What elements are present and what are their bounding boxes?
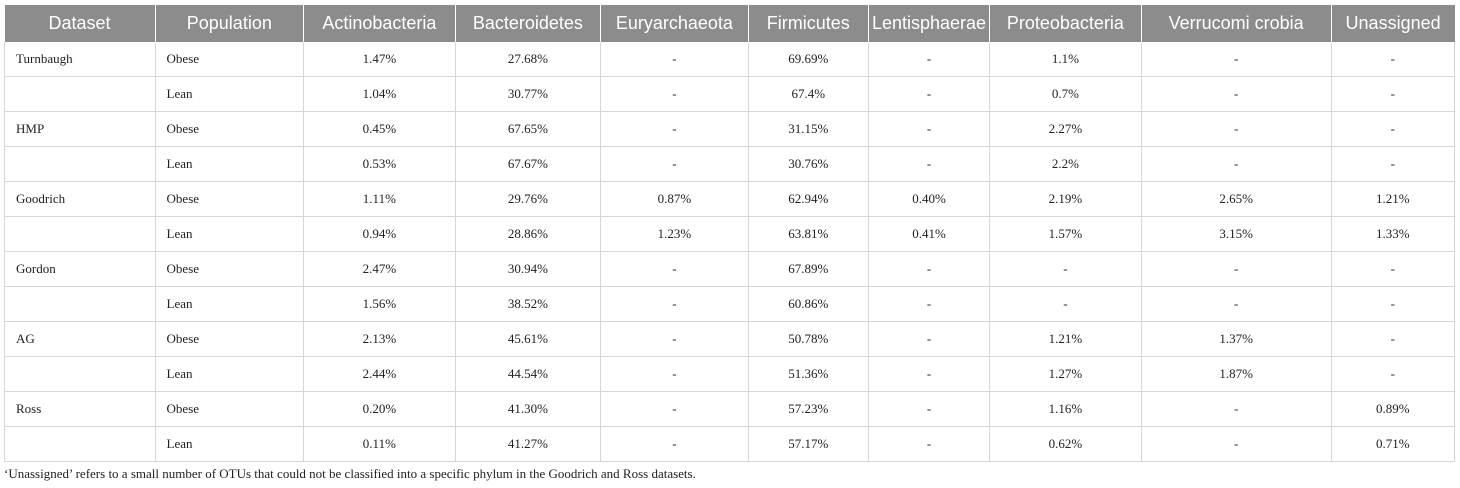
cell-lentisphaerae: -: [868, 147, 989, 182]
header-dataset: Dataset: [5, 5, 156, 42]
cell-actinobacteria: 2.13%: [304, 322, 456, 357]
cell-verrucomicrobia: -: [1141, 427, 1331, 462]
cell-lentisphaerae: -: [868, 322, 989, 357]
cell-euryarchaeota: 0.87%: [601, 182, 749, 217]
cell-verrucomicrobia: -: [1141, 252, 1331, 287]
cell-actinobacteria: 1.04%: [304, 77, 456, 112]
cell-actinobacteria: 0.53%: [304, 147, 456, 182]
cell-population: Lean: [155, 217, 304, 252]
cell-proteobacteria: -: [990, 252, 1142, 287]
table-row: [5, 322, 1455, 357]
cell-firmicutes: 57.17%: [748, 427, 868, 462]
cell-proteobacteria: 1.27%: [990, 357, 1142, 392]
cell-verrucomicrobia: 3.15%: [1141, 217, 1331, 252]
phylum-abundance-table: [4, 5, 1455, 462]
cell-actinobacteria: 2.47%: [304, 252, 456, 287]
cell-proteobacteria: -: [990, 287, 1142, 322]
table-row: [5, 252, 1455, 287]
cell-bacteroidetes: 38.52%: [455, 287, 601, 322]
cell-euryarchaeota: -: [601, 252, 749, 287]
cell-dataset: [5, 147, 156, 182]
cell-firmicutes: 50.78%: [748, 322, 868, 357]
cell-population: Lean: [155, 287, 304, 322]
cell-euryarchaeota: -: [601, 287, 749, 322]
cell-lentisphaerae: -: [868, 287, 989, 322]
cell-verrucomicrobia: -: [1141, 112, 1331, 147]
cell-firmicutes: 31.15%: [748, 112, 868, 147]
table-row: [5, 147, 1455, 182]
cell-dataset: [5, 357, 156, 392]
cell-firmicutes: 60.86%: [748, 287, 868, 322]
table-row: [5, 427, 1455, 462]
cell-verrucomicrobia: -: [1141, 147, 1331, 182]
cell-verrucomicrobia: 1.87%: [1141, 357, 1331, 392]
cell-bacteroidetes: 29.76%: [455, 182, 601, 217]
cell-proteobacteria: 1.16%: [990, 392, 1142, 427]
cell-proteobacteria: 0.7%: [990, 77, 1142, 112]
cell-actinobacteria: 0.45%: [304, 112, 456, 147]
cell-lentisphaerae: 0.40%: [868, 182, 989, 217]
cell-proteobacteria: 2.19%: [990, 182, 1142, 217]
header-bacteroidetes: Bacteroidetes: [455, 5, 601, 42]
header-proteobacteria: Proteobacteria: [990, 5, 1142, 42]
cell-firmicutes: 67.89%: [748, 252, 868, 287]
cell-euryarchaeota: -: [601, 427, 749, 462]
cell-dataset: [5, 217, 156, 252]
cell-dataset: [5, 427, 156, 462]
cell-lentisphaerae: -: [868, 112, 989, 147]
cell-population: Obese: [155, 182, 304, 217]
cell-unassigned: -: [1331, 112, 1454, 147]
header-actinobacteria: Actinobacteria: [304, 5, 456, 42]
cell-verrucomicrobia: 2.65%: [1141, 182, 1331, 217]
table-row: [5, 217, 1455, 252]
cell-bacteroidetes: 27.68%: [455, 42, 601, 77]
cell-unassigned: -: [1331, 252, 1454, 287]
cell-firmicutes: 67.4%: [748, 77, 868, 112]
cell-proteobacteria: 0.62%: [990, 427, 1142, 462]
header-verrucomicrobia: Verrucomi crobia: [1141, 5, 1331, 42]
cell-bacteroidetes: 28.86%: [455, 217, 601, 252]
cell-unassigned: -: [1331, 147, 1454, 182]
header-population: Population: [155, 5, 304, 42]
cell-verrucomicrobia: -: [1141, 287, 1331, 322]
cell-verrucomicrobia: 1.37%: [1141, 322, 1331, 357]
cell-lentisphaerae: -: [868, 252, 989, 287]
cell-population: Obese: [155, 252, 304, 287]
cell-bacteroidetes: 41.30%: [455, 392, 601, 427]
phylum-abundance-table-container: [4, 5, 1455, 462]
cell-dataset: Gordon: [5, 252, 156, 287]
cell-population: Lean: [155, 427, 304, 462]
cell-unassigned: -: [1331, 287, 1454, 322]
cell-unassigned: -: [1331, 322, 1454, 357]
cell-proteobacteria: 2.2%: [990, 147, 1142, 182]
cell-population: Obese: [155, 112, 304, 147]
cell-population: Lean: [155, 147, 304, 182]
table-row: [5, 357, 1455, 392]
cell-lentisphaerae: -: [868, 357, 989, 392]
cell-dataset: Turnbaugh: [5, 42, 156, 77]
cell-actinobacteria: 0.11%: [304, 427, 456, 462]
cell-unassigned: 0.89%: [1331, 392, 1454, 427]
cell-actinobacteria: 1.56%: [304, 287, 456, 322]
cell-actinobacteria: 2.44%: [304, 357, 456, 392]
cell-lentisphaerae: 0.41%: [868, 217, 989, 252]
cell-dataset: [5, 287, 156, 322]
cell-bacteroidetes: 45.61%: [455, 322, 601, 357]
cell-dataset: AG: [5, 322, 156, 357]
cell-bacteroidetes: 30.77%: [455, 77, 601, 112]
cell-lentisphaerae: -: [868, 427, 989, 462]
cell-bacteroidetes: 67.67%: [455, 147, 601, 182]
cell-firmicutes: 62.94%: [748, 182, 868, 217]
cell-bacteroidetes: 67.65%: [455, 112, 601, 147]
cell-bacteroidetes: 41.27%: [455, 427, 601, 462]
cell-dataset: [5, 77, 156, 112]
cell-population: Lean: [155, 357, 304, 392]
cell-dataset: HMP: [5, 112, 156, 147]
cell-firmicutes: 30.76%: [748, 147, 868, 182]
cell-actinobacteria: 0.94%: [304, 217, 456, 252]
cell-actinobacteria: 1.11%: [304, 182, 456, 217]
cell-lentisphaerae: -: [868, 42, 989, 77]
cell-firmicutes: 51.36%: [748, 357, 868, 392]
cell-population: Lean: [155, 77, 304, 112]
cell-unassigned: -: [1331, 77, 1454, 112]
cell-proteobacteria: 1.21%: [990, 322, 1142, 357]
cell-verrucomicrobia: -: [1141, 42, 1331, 77]
cell-verrucomicrobia: -: [1141, 77, 1331, 112]
table-row: [5, 392, 1455, 427]
header-firmicutes: Firmicutes: [748, 5, 868, 42]
table-row: [5, 77, 1455, 112]
cell-euryarchaeota: -: [601, 322, 749, 357]
cell-population: Obese: [155, 322, 304, 357]
cell-euryarchaeota: -: [601, 112, 749, 147]
cell-proteobacteria: 2.27%: [990, 112, 1142, 147]
cell-unassigned: -: [1331, 357, 1454, 392]
table-row: [5, 112, 1455, 147]
cell-verrucomicrobia: -: [1141, 392, 1331, 427]
cell-unassigned: 0.71%: [1331, 427, 1454, 462]
table-footnote: ‘Unassigned’ refers to a small number of OTUs that could not be classified into a specific phylum in the Goodrich and Ross datasets.: [4, 466, 696, 481]
cell-population: Obese: [155, 392, 304, 427]
cell-unassigned: 1.21%: [1331, 182, 1454, 217]
cell-bacteroidetes: 30.94%: [455, 252, 601, 287]
cell-bacteroidetes: 44.54%: [455, 357, 601, 392]
cell-euryarchaeota: -: [601, 77, 749, 112]
cell-actinobacteria: 0.20%: [304, 392, 456, 427]
cell-firmicutes: 63.81%: [748, 217, 868, 252]
cell-unassigned: -: [1331, 42, 1454, 77]
cell-proteobacteria: 1.57%: [990, 217, 1142, 252]
cell-euryarchaeota: -: [601, 147, 749, 182]
cell-firmicutes: 57.23%: [748, 392, 868, 427]
table-row: [5, 42, 1455, 77]
cell-euryarchaeota: -: [601, 357, 749, 392]
table-row: [5, 182, 1455, 217]
header-row: [5, 5, 1455, 42]
cell-unassigned: 1.33%: [1331, 217, 1454, 252]
table-body: [5, 42, 1455, 462]
cell-dataset: Goodrich: [5, 182, 156, 217]
cell-actinobacteria: 1.47%: [304, 42, 456, 77]
cell-euryarchaeota: -: [601, 42, 749, 77]
cell-population: Obese: [155, 42, 304, 77]
cell-euryarchaeota: -: [601, 392, 749, 427]
cell-proteobacteria: 1.1%: [990, 42, 1142, 77]
cell-lentisphaerae: -: [868, 77, 989, 112]
header-unassigned: Unassigned: [1331, 5, 1454, 42]
header-lentisphaerae: Lentisphaerae: [868, 5, 989, 42]
cell-euryarchaeota: 1.23%: [601, 217, 749, 252]
cell-dataset: Ross: [5, 392, 156, 427]
table-row: [5, 287, 1455, 322]
table-header: [5, 5, 1455, 42]
cell-lentisphaerae: -: [868, 392, 989, 427]
header-euryarchaeota: Euryarchaeota: [601, 5, 749, 42]
cell-firmicutes: 69.69%: [748, 42, 868, 77]
